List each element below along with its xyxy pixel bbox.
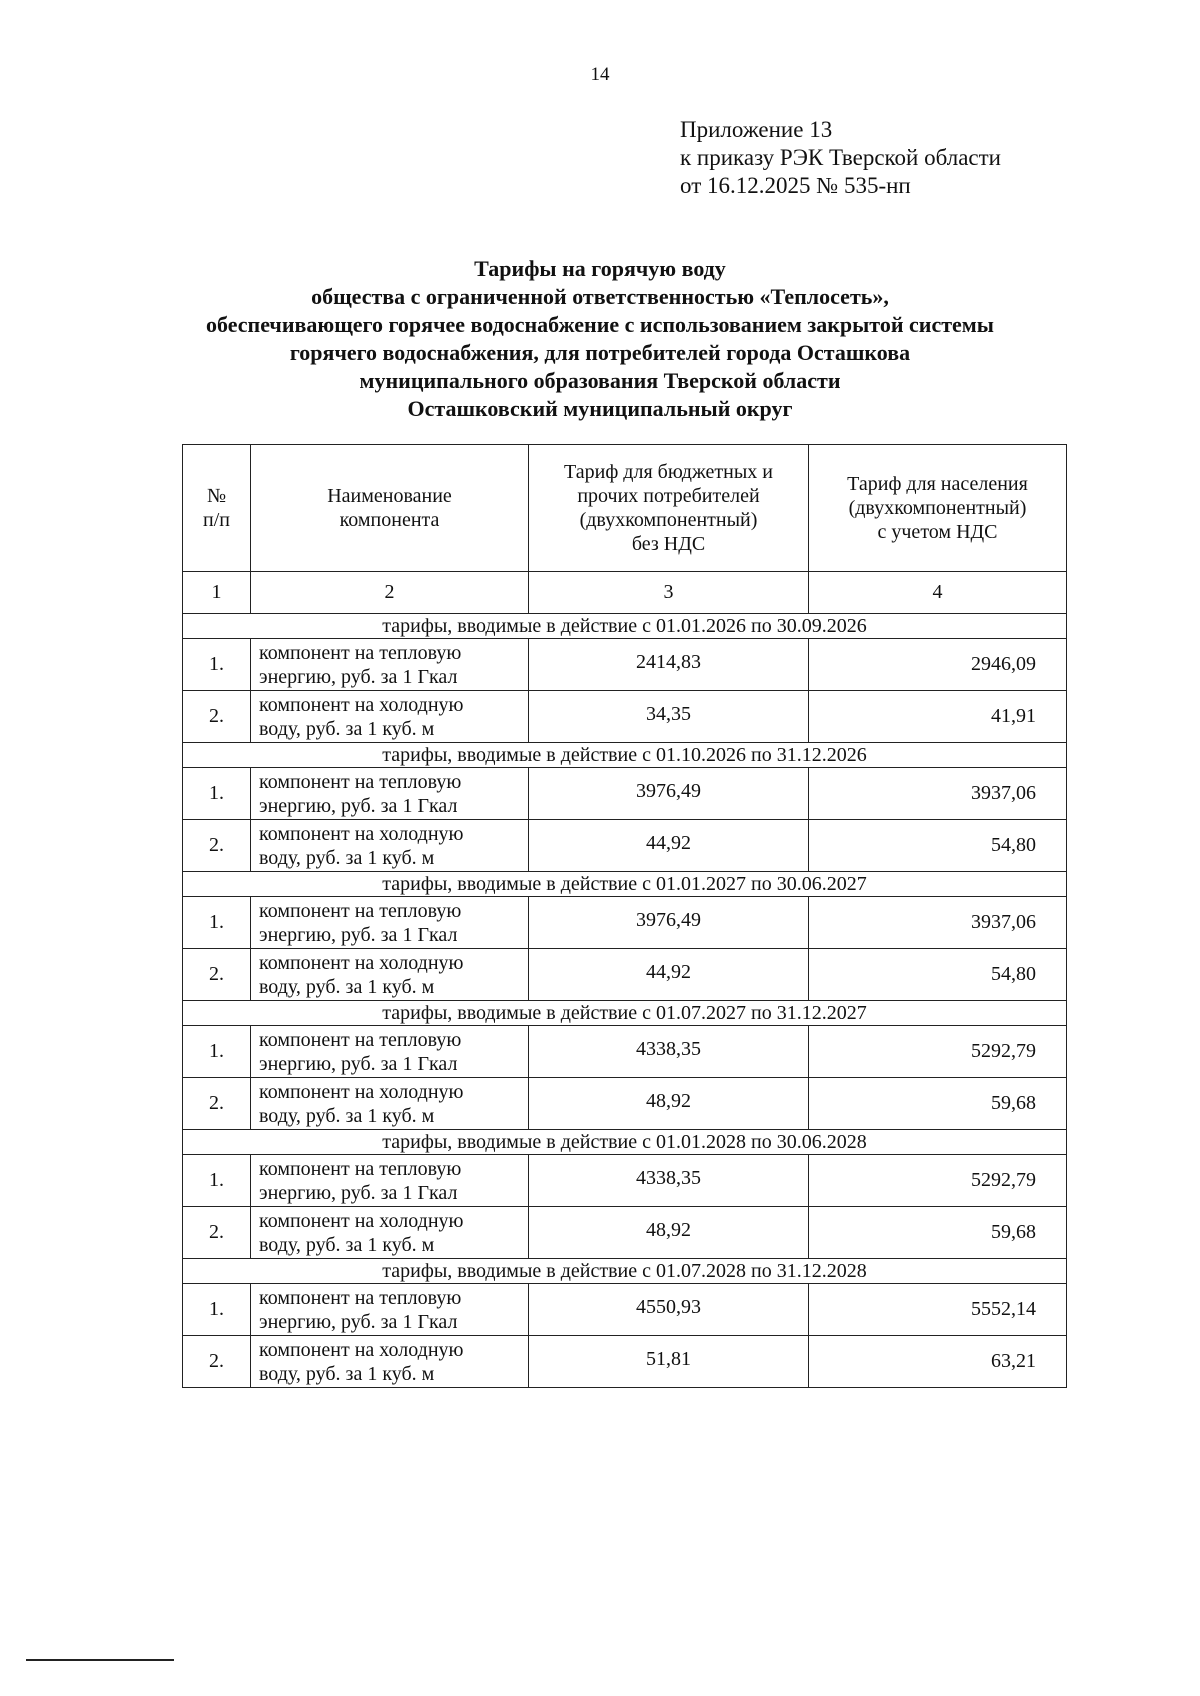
table-row <box>183 1336 1067 1388</box>
component-name <box>251 897 529 949</box>
budget-tariff-text: 48,92 <box>646 1219 691 1241</box>
header-population-tariff: Тариф для населения (двухкомпонентный) с учетом НДС <box>809 445 1067 572</box>
component-name-line: компонент на тепловую <box>259 641 462 664</box>
table-row <box>183 949 1067 1001</box>
column-number: 4 <box>809 572 1067 614</box>
component-name-line: энергию, руб. за 1 Гкал <box>259 1181 458 1204</box>
column-number: 3 <box>529 572 809 614</box>
component-name-line: компонент на холодную <box>259 822 464 845</box>
component-name-line: воду, руб. за 1 куб. м <box>259 1233 435 1256</box>
column-number: 1 <box>183 572 251 614</box>
period-row <box>183 614 1067 639</box>
component-name-line: энергию, руб. за 1 Гкал <box>259 1310 458 1333</box>
table-row <box>183 1155 1067 1207</box>
row-number: 2. <box>183 1336 251 1388</box>
table-header-row <box>183 445 1067 572</box>
period-label: тарифы, вводимые в действие с 01.10.2026 по 31.12.2026 <box>183 743 1067 768</box>
table-row <box>183 1026 1067 1078</box>
title-line: общества с ограниченной ответственностью «Теплосеть», <box>311 284 889 309</box>
component-name <box>251 1026 529 1078</box>
period-label: тарифы, вводимые в действие с 01.07.2028 по 31.12.2028 <box>183 1259 1067 1284</box>
component-name-line: компонент на холодную <box>259 1080 464 1103</box>
population-tariff-value: 5552,14 <box>809 1284 1067 1336</box>
population-tariff-value: 54,80 <box>809 820 1067 872</box>
population-tariff-value: 41,91 <box>809 691 1067 743</box>
budget-tariff-text: 4338,35 <box>636 1038 701 1060</box>
footnote-divider <box>26 1659 174 1661</box>
row-number: 1. <box>183 639 251 691</box>
budget-tariff-text: 34,35 <box>646 703 691 725</box>
title-line: муниципального образования Тверской области <box>359 368 841 393</box>
component-name-line: компонент на холодную <box>259 693 464 716</box>
component-name-line: энергию, руб. за 1 Гкал <box>259 794 458 817</box>
population-tariff-value: 3937,06 <box>809 897 1067 949</box>
budget-tariff-text: 51,81 <box>646 1348 691 1370</box>
component-name-line: воду, руб. за 1 куб. м <box>259 1104 435 1127</box>
table-row <box>183 639 1067 691</box>
component-name-line: компонент на тепловую <box>259 1028 462 1051</box>
appendix-line: от 16.12.2025 № 535-нп <box>680 173 911 198</box>
header-budget-tariff: Тариф для бюджетных и прочих потребителей (двухкомпонентный) без НДС <box>529 445 809 572</box>
title-line: Осташковский муниципальный округ <box>407 396 793 421</box>
table-row <box>183 1078 1067 1130</box>
budget-tariff-text: 4550,93 <box>636 1296 701 1318</box>
period-label: тарифы, вводимые в действие с 01.01.2026 по 30.09.2026 <box>183 614 1067 639</box>
budget-tariff-value <box>529 820 809 872</box>
budget-tariff-text: 3976,49 <box>636 780 701 802</box>
component-name <box>251 691 529 743</box>
row-number: 1. <box>183 1026 251 1078</box>
page-number: 14 <box>590 64 610 85</box>
population-tariff-value: 54,80 <box>809 949 1067 1001</box>
component-name-line: энергию, руб. за 1 Гкал <box>259 923 458 946</box>
population-tariff-value: 63,21 <box>809 1336 1067 1388</box>
component-name-line: компонент на холодную <box>259 1338 464 1361</box>
budget-tariff-value <box>529 1078 809 1130</box>
header-component-name: Наименование компонента <box>251 445 529 572</box>
budget-tariff-value <box>529 1207 809 1259</box>
row-number: 1. <box>183 897 251 949</box>
table-row <box>183 1284 1067 1336</box>
budget-tariff-value <box>529 639 809 691</box>
component-name-line: компонент на тепловую <box>259 899 462 922</box>
component-name <box>251 1207 529 1259</box>
appendix-reference <box>680 116 1001 200</box>
row-number: 2. <box>183 691 251 743</box>
document-title <box>0 255 1200 423</box>
period-row <box>183 872 1067 897</box>
budget-tariff-value <box>529 949 809 1001</box>
component-name <box>251 639 529 691</box>
population-tariff-value: 5292,79 <box>809 1155 1067 1207</box>
period-row <box>183 743 1067 768</box>
row-number: 2. <box>183 949 251 1001</box>
tariffs-table <box>182 444 1067 1388</box>
title-line: Тарифы на горячую воду <box>474 256 726 281</box>
component-name-line: воду, руб. за 1 куб. м <box>259 846 435 869</box>
table-row <box>183 768 1067 820</box>
title-line: горячего водоснабжения, для потребителей города Осташкова <box>289 340 911 365</box>
row-number: 1. <box>183 1155 251 1207</box>
budget-tariff-text: 44,92 <box>646 832 691 854</box>
tariffs-body <box>183 614 1067 1388</box>
column-number: 2 <box>251 572 529 614</box>
component-name <box>251 949 529 1001</box>
budget-tariff-text: 2414,83 <box>636 651 701 673</box>
table-row <box>183 897 1067 949</box>
budget-tariff-value <box>529 691 809 743</box>
budget-tariff-value <box>529 768 809 820</box>
component-name-line: энергию, руб. за 1 Гкал <box>259 1052 458 1075</box>
component-name <box>251 768 529 820</box>
component-name-line: компонент на холодную <box>259 951 464 974</box>
population-tariff-value: 2946,09 <box>809 639 1067 691</box>
component-name-line: воду, руб. за 1 куб. м <box>259 975 435 998</box>
budget-tariff-value <box>529 1284 809 1336</box>
table-row <box>183 691 1067 743</box>
header-number: № п/п <box>183 445 251 572</box>
component-name-line: энергию, руб. за 1 Гкал <box>259 665 458 688</box>
component-name <box>251 1078 529 1130</box>
period-row <box>183 1130 1067 1155</box>
column-numbers-row <box>183 572 1067 614</box>
population-tariff-value: 59,68 <box>809 1207 1067 1259</box>
component-name <box>251 820 529 872</box>
table-row <box>183 820 1067 872</box>
component-name-line: компонент на тепловую <box>259 1286 462 1309</box>
row-number: 2. <box>183 1078 251 1130</box>
component-name-line: воду, руб. за 1 куб. м <box>259 717 435 740</box>
budget-tariff-text: 48,92 <box>646 1090 691 1112</box>
component-name <box>251 1336 529 1388</box>
row-number: 2. <box>183 1207 251 1259</box>
component-name-line: воду, руб. за 1 куб. м <box>259 1362 435 1385</box>
title-line: обеспечивающего горячее водоснабжение с использованием закрытой системы <box>206 312 994 337</box>
period-label: тарифы, вводимые в действие с 01.01.2027 по 30.06.2027 <box>183 872 1067 897</box>
row-number: 2. <box>183 820 251 872</box>
row-number: 1. <box>183 1284 251 1336</box>
population-tariff-value: 3937,06 <box>809 768 1067 820</box>
population-tariff-value: 5292,79 <box>809 1026 1067 1078</box>
population-tariff-value: 59,68 <box>809 1078 1067 1130</box>
row-number: 1. <box>183 768 251 820</box>
component-name <box>251 1155 529 1207</box>
budget-tariff-value <box>529 1336 809 1388</box>
component-name-line: компонент на тепловую <box>259 1157 462 1180</box>
period-row <box>183 1259 1067 1284</box>
budget-tariff-value <box>529 1155 809 1207</box>
budget-tariff-value <box>529 897 809 949</box>
period-label: тарифы, вводимые в действие с 01.01.2028 по 30.06.2028 <box>183 1130 1067 1155</box>
component-name <box>251 1284 529 1336</box>
period-label: тарифы, вводимые в действие с 01.07.2027 по 31.12.2027 <box>183 1001 1067 1026</box>
budget-tariff-text: 44,92 <box>646 961 691 983</box>
budget-tariff-value <box>529 1026 809 1078</box>
budget-tariff-text: 4338,35 <box>636 1167 701 1189</box>
table-row <box>183 1207 1067 1259</box>
component-name-line: компонент на тепловую <box>259 770 462 793</box>
component-name-line: компонент на холодную <box>259 1209 464 1232</box>
appendix-line: Приложение 13 <box>680 117 833 142</box>
budget-tariff-text: 3976,49 <box>636 909 701 931</box>
appendix-line: к приказу РЭК Тверской области <box>680 145 1001 170</box>
period-row <box>183 1001 1067 1026</box>
